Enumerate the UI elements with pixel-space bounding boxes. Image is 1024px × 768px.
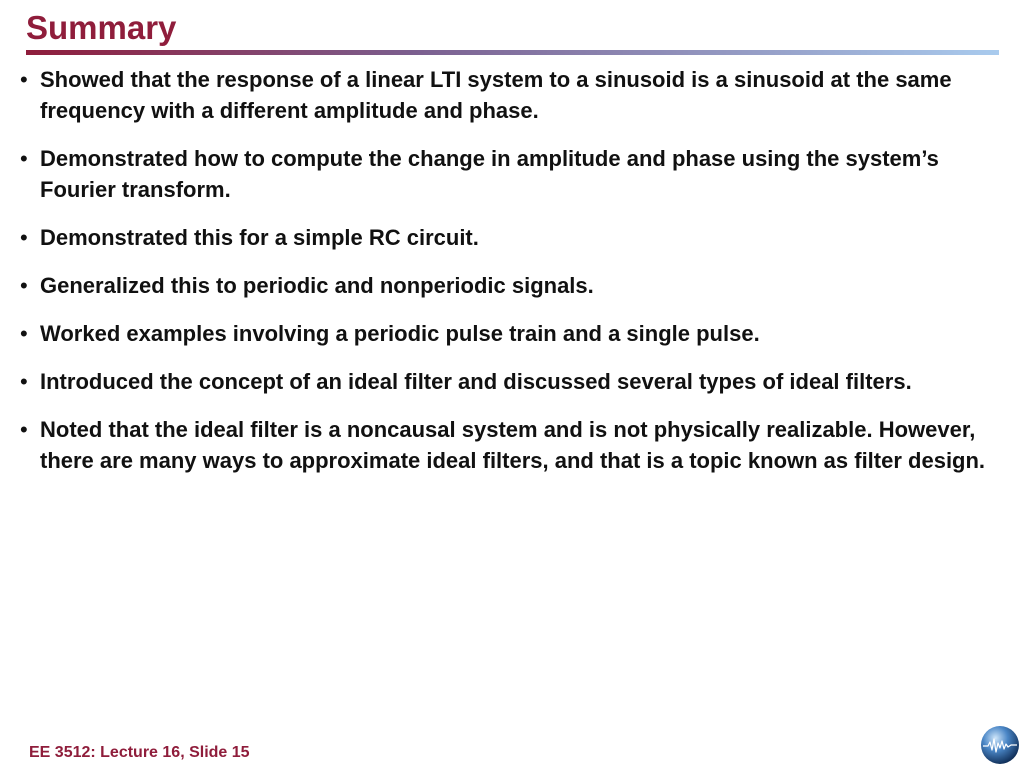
bullet-text: Worked examples involving a periodic pulse train and a single pulse. <box>40 321 760 346</box>
bullet-list <box>14 64 999 493</box>
bullet-item <box>14 414 999 476</box>
bullet-marker: • <box>20 67 28 92</box>
bullet-marker: • <box>20 369 28 394</box>
bullet-text: Showed that the response of a linear LTI system to a sinusoid is a sinusoid at the same frequency with a different amplitude and phase. <box>40 67 952 123</box>
bullet-item <box>14 270 999 301</box>
bullet-marker: • <box>20 146 28 171</box>
bullet-text: Demonstrated this for a simple RC circuit. <box>40 225 479 250</box>
bullet-marker: • <box>20 417 28 442</box>
bullet-text: Demonstrated how to compute the change in amplitude and phase using the system’s Fourier transform. <box>40 146 939 202</box>
globe-signal-icon <box>980 725 1020 765</box>
bullet-marker: • <box>20 273 28 298</box>
bullet-marker: • <box>20 225 28 250</box>
bullet-text: Introduced the concept of an ideal filter and discussed several types of ideal filters. <box>40 369 912 394</box>
bullet-item <box>14 64 999 126</box>
title-underline <box>26 50 999 55</box>
bullet-item <box>14 143 999 205</box>
bullet-item <box>14 366 999 397</box>
bullet-item <box>14 222 999 253</box>
slide-title: Summary <box>26 9 177 46</box>
slide-footer: EE 3512: Lecture 16, Slide 15 <box>29 744 250 761</box>
bullet-text: Noted that the ideal filter is a noncausal system and is not physically realizable. However, there are many ways to approximate ideal filters, and that is a topic known as filter design. <box>40 417 986 473</box>
bullet-item <box>14 318 999 349</box>
bullet-marker: • <box>20 321 28 346</box>
bullet-text: Generalized this to periodic and nonperiodic signals. <box>40 273 594 298</box>
